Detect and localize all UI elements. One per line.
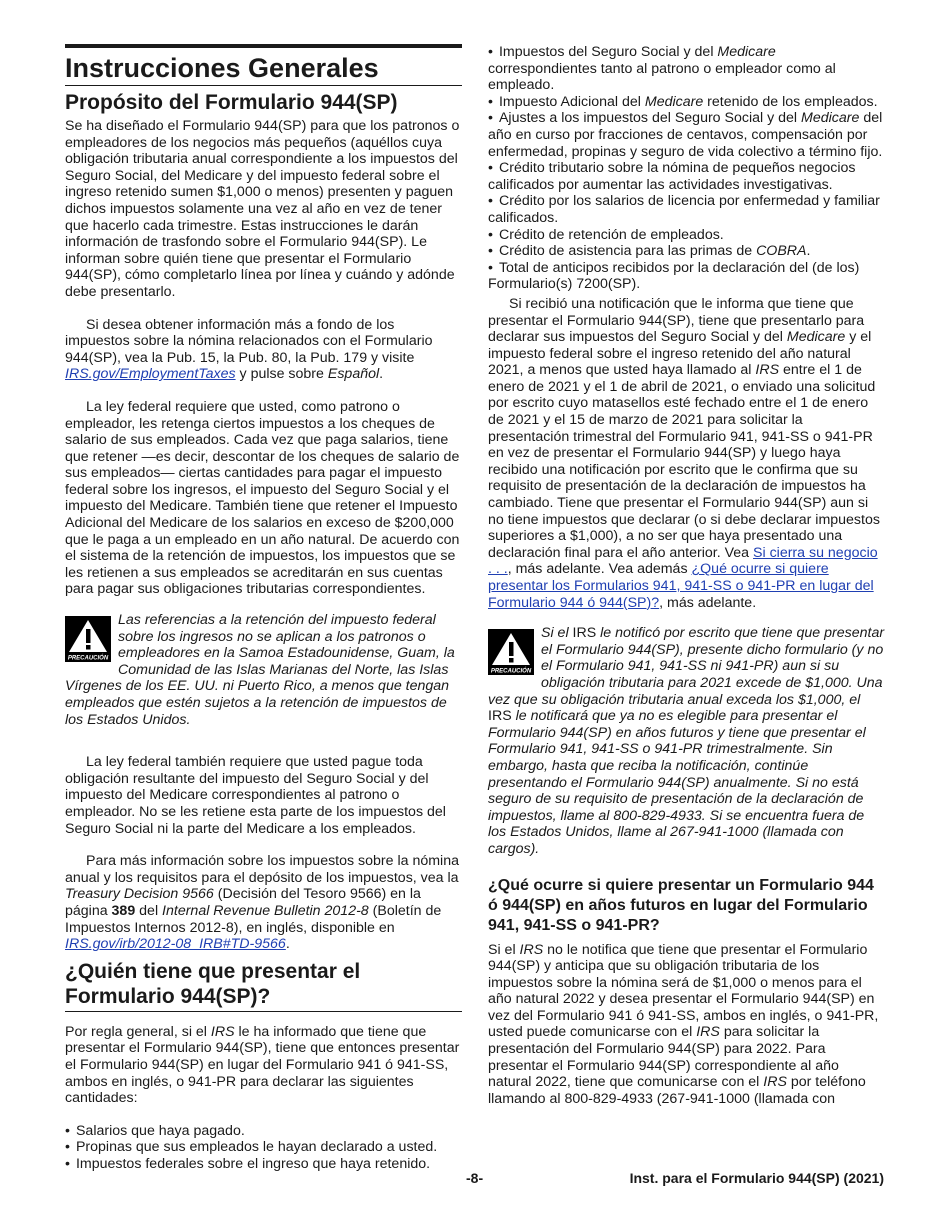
list-item: • Crédito por los salarios de licencia por enfermedad y familiar calificados.: [488, 193, 885, 226]
caution-icon: [65, 616, 111, 662]
irb-link[interactable]: IRS.gov/irb/2012-08_IRB#TD-9566: [65, 936, 286, 953]
list-item: • Crédito de asistencia para las primas de COBRA.: [488, 243, 885, 260]
close-business-link[interactable]: Si cierra su negocio . . .: [488, 544, 878, 578]
caution-text: Las referencias a la retención del impuesto federal sobre los ingresos no se aplican a los patronos o empleadores en la Samoa Estadounidense, Guam, la Comunidad de las Islas Marianas del Norte, las Islas Vírgenes de los EE. UU. ni Puerto Rico, a menos que tengan empleados que estén sujetos a la retención de impuestos de los Estados Unidos.: [65, 612, 455, 728]
page-number: -8-: [466, 1170, 484, 1186]
list-item: • Propinas que sus empleados le hayan declarado a usted.: [65, 1139, 462, 1156]
list-item: • Impuestos del Seguro Social y del Medicare correspondientes tanto al patrono o empleador como al empleado.: [488, 44, 885, 94]
federal-law-paragraph: La ley federal requiere que usted, como patrono o empleador, les retenga ciertos impuestos a los cheques de salario de sus empleados. Cada vez que paga salarios, tiene que retener —es decir, descontar de los cheques de salario de sus empleados— ciertas cantidades para pagar el impuesto federal sobre los ingresos, el impuesto del Seguro Social y el impuesto del Medicare. También tiene que retener el Impuesto Adicional del Medicare de los salarios en exceso de $200,000 que le paga a un empleado en un año natural. De acuerdo con el sistema de la retención de impuestos, los impuestos que se les retienen a sus empleados se acreditarán en sus cuentas para pagar sus obligaciones tributarias correspondientes.: [65, 398, 460, 598]
caution-label: PRECAUCIÓN: [490, 668, 532, 675]
who-must-file-paragraph: Por regla general, si el IRS le ha informado que tiene que presentar el Formulario 944(SP), tiene que entonces presentar el Formulario 944(SP) en lugar del Formulario 941 ó 941-SS, ambos en inglés, o 941-PR para declarar las siguientes cantidades:: [65, 1023, 460, 1107]
section-title: Instrucciones Generales: [65, 48, 462, 86]
purpose-heading: Propósito del Formulario 944(SP): [65, 91, 398, 114]
employment-taxes-link[interactable]: IRS.gov/EmploymentTaxes: [65, 366, 236, 383]
employer-share-paragraph: La ley federal también requiere que usted pague toda obligación resultante del impuesto del Seguro Social y del impuesto del Medicare correspondientes al patrono o empleador. No se les retiene esta parte de los impuestos del Seguro Social ni la parte del Medicare a los empleados.: [65, 754, 446, 837]
future-years-paragraph: Si el IRS no le notifica que tiene que presentar el Formulario 944(SP) y anticipa que su obligación tributaria de los impuestos sobre la nómina será de $1,000 o menos para el año natural 2022 y desea presentar el Formulario 944(SP) en vez del Formulario 941 ó 941-SS, ambos en inglés, o 941-PR, usted puede comunicarse con el IRS para solicitar la presentación del Formulario 944(SP) para 2022. Para presentar el Formulario 944(SP) correspondiente al año natural 2022, tiene que comunicarse con el IRS por teléfono llamando al 800-829-4933 (267-941-1000 (llamada con: [488, 941, 879, 1107]
list-item: • Salarios que haya pagado.: [65, 1123, 462, 1140]
caution-note: [65, 612, 462, 728]
file-941-link[interactable]: ¿Qué ocurre si quiere presentar los Formularios 941, 941-SS o 941-PR en lugar del Formulario 944 ó 944(SP)?: [488, 561, 874, 611]
caution-note: [488, 625, 885, 857]
caution-label: PRECAUCIÓN: [67, 655, 109, 662]
list-item: • Impuestos federales sobre el ingreso que haya retenido.: [65, 1156, 462, 1173]
caution-icon: [488, 629, 534, 675]
more-info-paragraph: Si desea obtener información más a fondo de los impuestos sobre la nómina relacionados con el Formulario 944(SP), vea la Pub. 15, la Pub. 80, la Pub. 179 y visite IRS.gov/EmploymentTaxes y pulse sobre Español.: [65, 316, 433, 383]
amounts-list: [65, 1123, 462, 1173]
list-item: • Impuesto Adicional del Medicare retenido de los empleados.: [488, 94, 885, 111]
list-item: • Ajustes a los impuestos del Seguro Social y del Medicare del año en curso por fracciones de centavos, compensación por enfermedad, propinas y seguro de vida colectivo a término fijo.: [488, 110, 885, 160]
list-item: • Crédito de retención de empleados.: [488, 227, 885, 244]
who-must-file-heading: ¿Quién tiene que presentar el Formulario 944(SP)?: [65, 959, 462, 1012]
list-item: • Crédito tributario sobre la nómina de pequeños negocios calificados por aumentar las actividades investigativas.: [488, 160, 885, 193]
notification-paragraph: Si recibió una notificación que le informa que tiene que presentar el Formulario 944(SP), tiene que presentarlo para declarar sus impuestos del Seguro Social y del Medicare y el impuesto federal sobre el ingreso retenido del año natural 2021, a menos que usted haya llamado al IRS entre el 1 de enero de 2021 y el 1 de abril de 2021, o enviado una solicitud por escrito cuyo matasellos esté fechado entre el 1 de enero de 2021 y el 15 de marzo de 2021 para solicitar la presentación trimestral del Formulario 941, 941-SS o 941-PR en vez de presentar el Formulario 944(SP) y luego haya recibido una notificación por escrito que le confirma que su requisito de presentación de la declaración de impuestos ha cambiado. Tiene que presentar el Formulario 944(SP) aun si no tiene impuestos que declarar (o si debe declarar impuestos superiores a $1,000), a no ser que haya presentado una declaración final para el año anterior. Vea Si cierra su negocio . . ., más adelante. Vea además ¿Qué ocurre si quiere presentar los Formularios 941, 941-SS o 941-PR en lugar del Formulario 944 ó 944(SP)?, más adelante.: [488, 295, 880, 611]
future-years-heading: ¿Qué ocurre si quiere presentar un Formulario 944 ó 944(SP) en años futuros en lugar del Formulario 941, 941-SS o 941-PR?: [488, 876, 874, 934]
td-9566-paragraph: Para más información sobre los impuestos sobre la nómina anual y los requisitos para el depósito de los impuestos, vea la Treasury Decision 9566 (Decisión del Tesoro 9566) en la página 389 del Internal Revenue Bulletin 2012-8 (Boletín de Impuestos Internos 2012-8), en inglés, disponible en IRS.gov/irb/2012-08_IRB#TD-9566.: [65, 853, 459, 953]
amounts-list-continued: [488, 44, 885, 293]
footer-title: Inst. para el Formulario 944(SP) (2021): [629, 1170, 884, 1186]
list-item: • Total de anticipos recibidos por la declaración del (de los) Formulario(s) 7200(SP).: [488, 260, 885, 293]
left-column: [65, 44, 462, 1172]
caution-text: Si el IRS le notificó por escrito que tiene que presentar el Formulario 944(SP), presente dicho formulario (y no el Formulario 941, 941-SS ni 941-PR) aun si su obligación tributaria para 2021 excede de $1,000. Una vez que su obligación tributaria anual exceda los $1,000, el IRS le notificará que ya no es elegible para presentar el Formulario 944(SP) en años futuros y tiene que presentar el Formulario 941, 941-SS o 941-PR trimestralmente. Sin embargo, hasta que reciba la notificación, continúe presentando el Formulario 944(SP) anualmente. Si no está seguro de su requisito de presentación de la declaración de impuestos, llame al 800-829-4933. Si se encuentra fuera de los Estados Unidos, llame al 267-941-1000 (llamada con cargos).: [488, 625, 885, 857]
purpose-paragraph: Se ha diseñado el Formulario 944(SP) para que los patronos o empleadores de los negocios más pequeños (aquéllos cuya obligación tributaria anual correspondiente a los impuestos del Seguro Social, del Medicare y del impuesto federal sobre el ingreso retenido sumen $1,000 o menos) presenten y paguen dichos impuestos solamente una vez al año en vez de tener que hacerlo cada trimestre. Estas instrucciones le darán información de trasfondo sobre el Formulario 944(SP). Le informan sobre quién tiene que presentar el Formulario 944(SP), cómo completarlo línea por línea y cuándo y adónde debe presentarlo.: [65, 118, 460, 300]
right-column: [488, 44, 885, 1107]
